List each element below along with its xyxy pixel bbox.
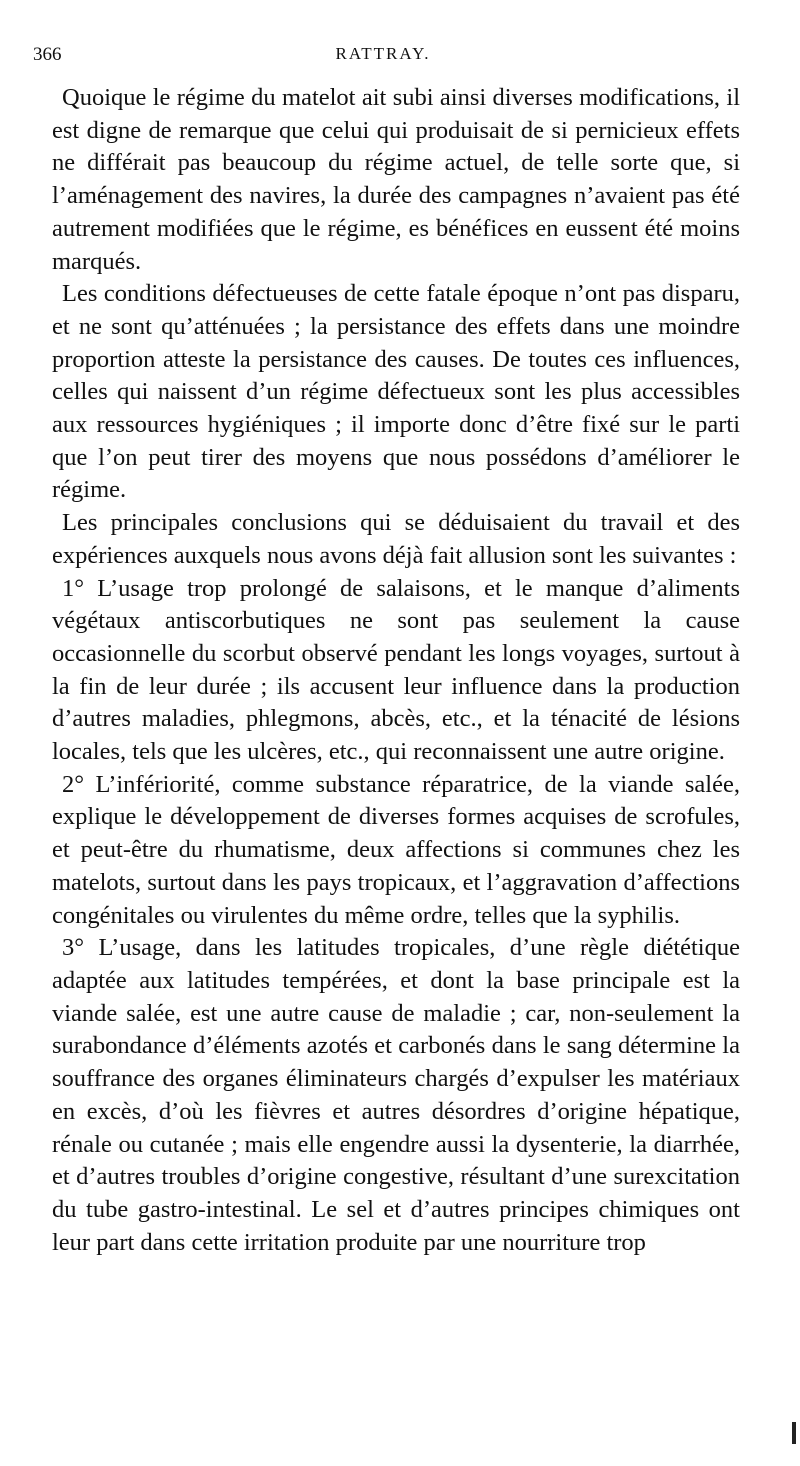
- numbered-paragraph-1: 1° L’usage trop prolongé de salaisons, et le manque d’aliments végétaux antiscorbutiques ne sont pas seulement la cause occasionnelle du scorbut observé pendant les longs voyages, surtout à la fin de leur durée ; ils accusent leur influence dans la production d’autres maladies, phlegmons, abcès, etc., et la ténacité de lésions locales, tels que les ulcères, etc., qui reconnaissent une autre origine.: [52, 574, 740, 766]
- numbered-paragraph-2: 2° L’infériorité, comme substance réparatrice, de la viande salée, explique le développement de diverses formes acquises de scrofules, et peut-être du rhumatisme, deux affections si communes chez les matelots, surtout dans les pays tropicaux, et l’aggravation d’affections congénitales ou virulentes du même ordre, telles que la syphilis.: [52, 770, 740, 929]
- running-head: RATTRAY.: [335, 44, 431, 63]
- page-header: [33, 44, 733, 74]
- paragraph-3: Les principales conclusions qui se déduisaient du travail et des expériences auxquels nous avons déjà fait allusion sont les suivantes :: [52, 509, 740, 569]
- paragraph-1: Quoique le régime du matelot ait subi ainsi diverses modifications, il est digne de remarque que celui qui produisait de si pernicieux effets ne différait pas beaucoup du régime actuel, de telle sorte que, si l’aménagement des navires, la durée des campagnes n’avaient pas été autrement modifiées que le régime, es bénéfices en eussent été moins marqués.: [52, 84, 740, 275]
- page-number: 366: [33, 44, 62, 65]
- paragraph-2: Les conditions défectueuses de cette fatale époque n’ont pas disparu, et ne sont qu’atténuées ; la persistance des effets dans une moindre proportion atteste la persistance des causes. De toutes ces influences, celles qui naissent d’un régime défectueux sont les plus accessibles aux ressources hygiéniques ; il importe donc d’être fixé sur le parti que l’on peut tirer des moyens que nous possédons d’améliorer le régime.: [52, 280, 740, 504]
- body-text: [52, 82, 740, 1259]
- scan-edge-mark: [792, 1422, 796, 1444]
- numbered-paragraph-3: 3° L’usage, dans les latitudes tropicales, d’une règle diététique adaptée aux latitudes tempérées, et dont la base principale est la viande salée, est une autre cause de maladie ; car, non-seulement la surabondance d’éléments azotés et carbonés dans le sang détermine la souffrance des organes éliminateurs chargés d’expulser les matériaux en excès, d’où les fièvres et autres désordres d’origine hépatique, rénale ou cutanée ; mais elle engendre aussi la dysenterie, la diarrhée, et d’autres troubles d’origine congestive, résultant d’une surexcitation du tube gastro-intestinal. Le sel et d’autres principes chimiques ont leur part dans cette irritation produite par une nourriture trop: [52, 934, 740, 1256]
